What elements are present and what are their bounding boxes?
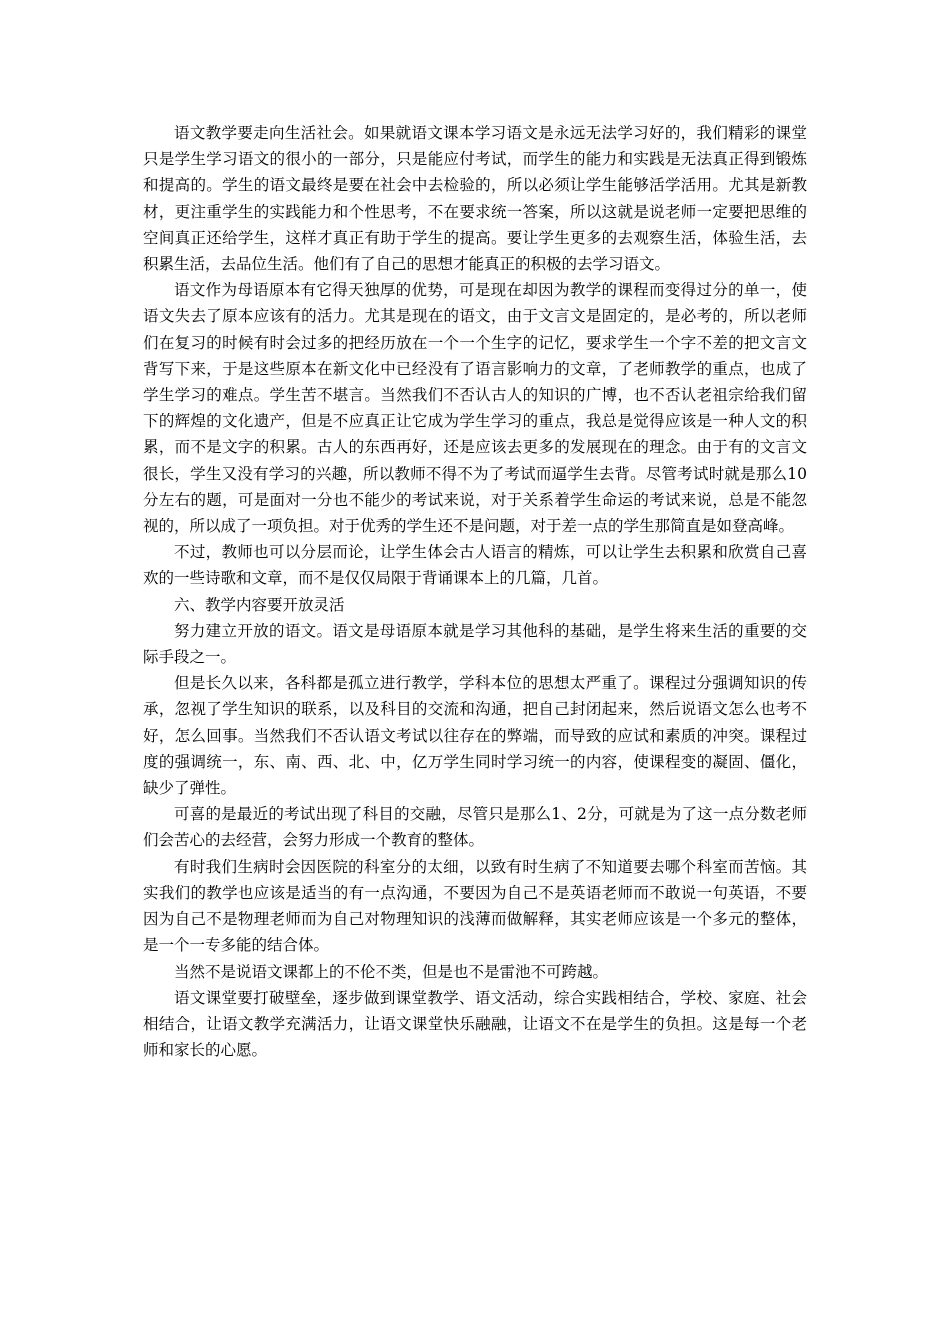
section-heading: 六、教学内容要开放灵活 (174, 595, 345, 614)
paragraph: 当然不是说语文课都上的不伦不类，但是也不是雷池不可跨越。 (174, 962, 609, 981)
paragraph: 语文教学要走向生活社会。如果就语文课本学习语文是永远无法学习好的，我们精彩的课堂只是学生学习语文的很小的一部分，只是能应付考试，而学生的能力和实践是无法真正得到锻炼和提高的。学生的语文最终是要在社会中去检验的，所以必须让学生能够活学活用。尤其是新教材，更注重学生的实践能力和个性思考，不在要求统一答案，所以这就是说老师一定要把思维的空间真正还给学生，这样才真正有助于学生的提高。要让学生更多的去观察生活，体验生活，去积累生活，去品位生活。他们有了自己的思想才能真正的积极的去学习语文。 (143, 124, 807, 274)
paragraph: 语文课堂要打破壁垒，逐步做到课堂教学、语文活动，综合实践相结合，学校、家庭、社会相结合，让语文教学充满活力，让语文课堂快乐融融，让语文不在是学生的负担。这是每一个老师和家长的心愿。 (143, 988, 807, 1060)
paragraph: 可喜的是最近的考试出现了科目的交融，尽管只是那么1、2分，可就是为了这一点分数老师们会苦心的去经营，会努力形成一个教育的整体。 (143, 805, 807, 850)
paragraph: 不过，教师也可以分层而论，让学生体会古人语言的精炼，可以让学生去积累和欣赏自己喜欢的一些诗歌和文章，而不是仅仅局限于背诵课本上的几篇，几首。 (143, 543, 807, 588)
document-body (143, 120, 807, 1063)
paragraph: 但是长久以来，各科都是孤立进行教学，学科本位的思想太严重了。课程过分强调知识的传承，忽视了学生知识的联系，以及科目的交流和沟通，把自己封闭起来，然后说语文怎么也考不好，怎么回事。当然我们不否认语文考试以往存在的弊端，而导致的应试和素质的冲突。课程过度的强调统一，东、南、西、北、中，亿万学生同时学习统一的内容，使课程变的凝固、僵化，缺少了弹性。 (143, 674, 807, 798)
paragraph: 努力建立开放的语文。语文是母语原本就是学习其他科的基础，是学生将来生活的重要的交际手段之一。 (143, 621, 807, 667)
paragraph: 有时我们生病时会因医院的科室分的太细，以致有时生病了不知道要去哪个科室而苦恼。其实我们的教学也应该是适当的有一点沟通，不要因为自己不是英语老师而不敢说一句英语，不要因为自己不是物理老师而为自己对物理知识的浅薄而做解释，其实老师应该是一个多元的整体，是一个一专多能的结合体。 (143, 857, 807, 955)
paragraph: 语文作为母语原本有它得天独厚的优势，可是现在却因为教学的课程而变得过分的单一，使语文失去了原本应该有的活力。尤其是现在的语文，由于文言文是固定的，是必考的，所以老师们在复习的时候有时会过多的把经历放在一个一个生字的记忆，要求学生一个字不差的把文言文背写下来，于是这些原本在新文化中已经没有了语言影响力的文章，了老师教学的重点，也成了学生学习的难点。学生苦不堪言。当然我们不否认古人的知识的广博，也不否认老祖宗给我们留下的辉煌的文化遗产，但是不应真正让它成为学生学习的重点，我总是觉得应该是一种人文的积累，而不是文字的积累。古人的东西再好，还是应该去更多的发展现在的理念。由于有的文言文很长，学生又没有学习的兴趣，所以教师不得不为了考试而逼学生去背。尽管考试时就是那么10分左右的题，可是面对一分也不能少的考试来说，对于关系着学生命运的考试来说，总是不能忽视的，所以成了一项负担。对于优秀的学生还不是问题，对于差一点的学生那简直是如登高峰。 (143, 281, 807, 536)
